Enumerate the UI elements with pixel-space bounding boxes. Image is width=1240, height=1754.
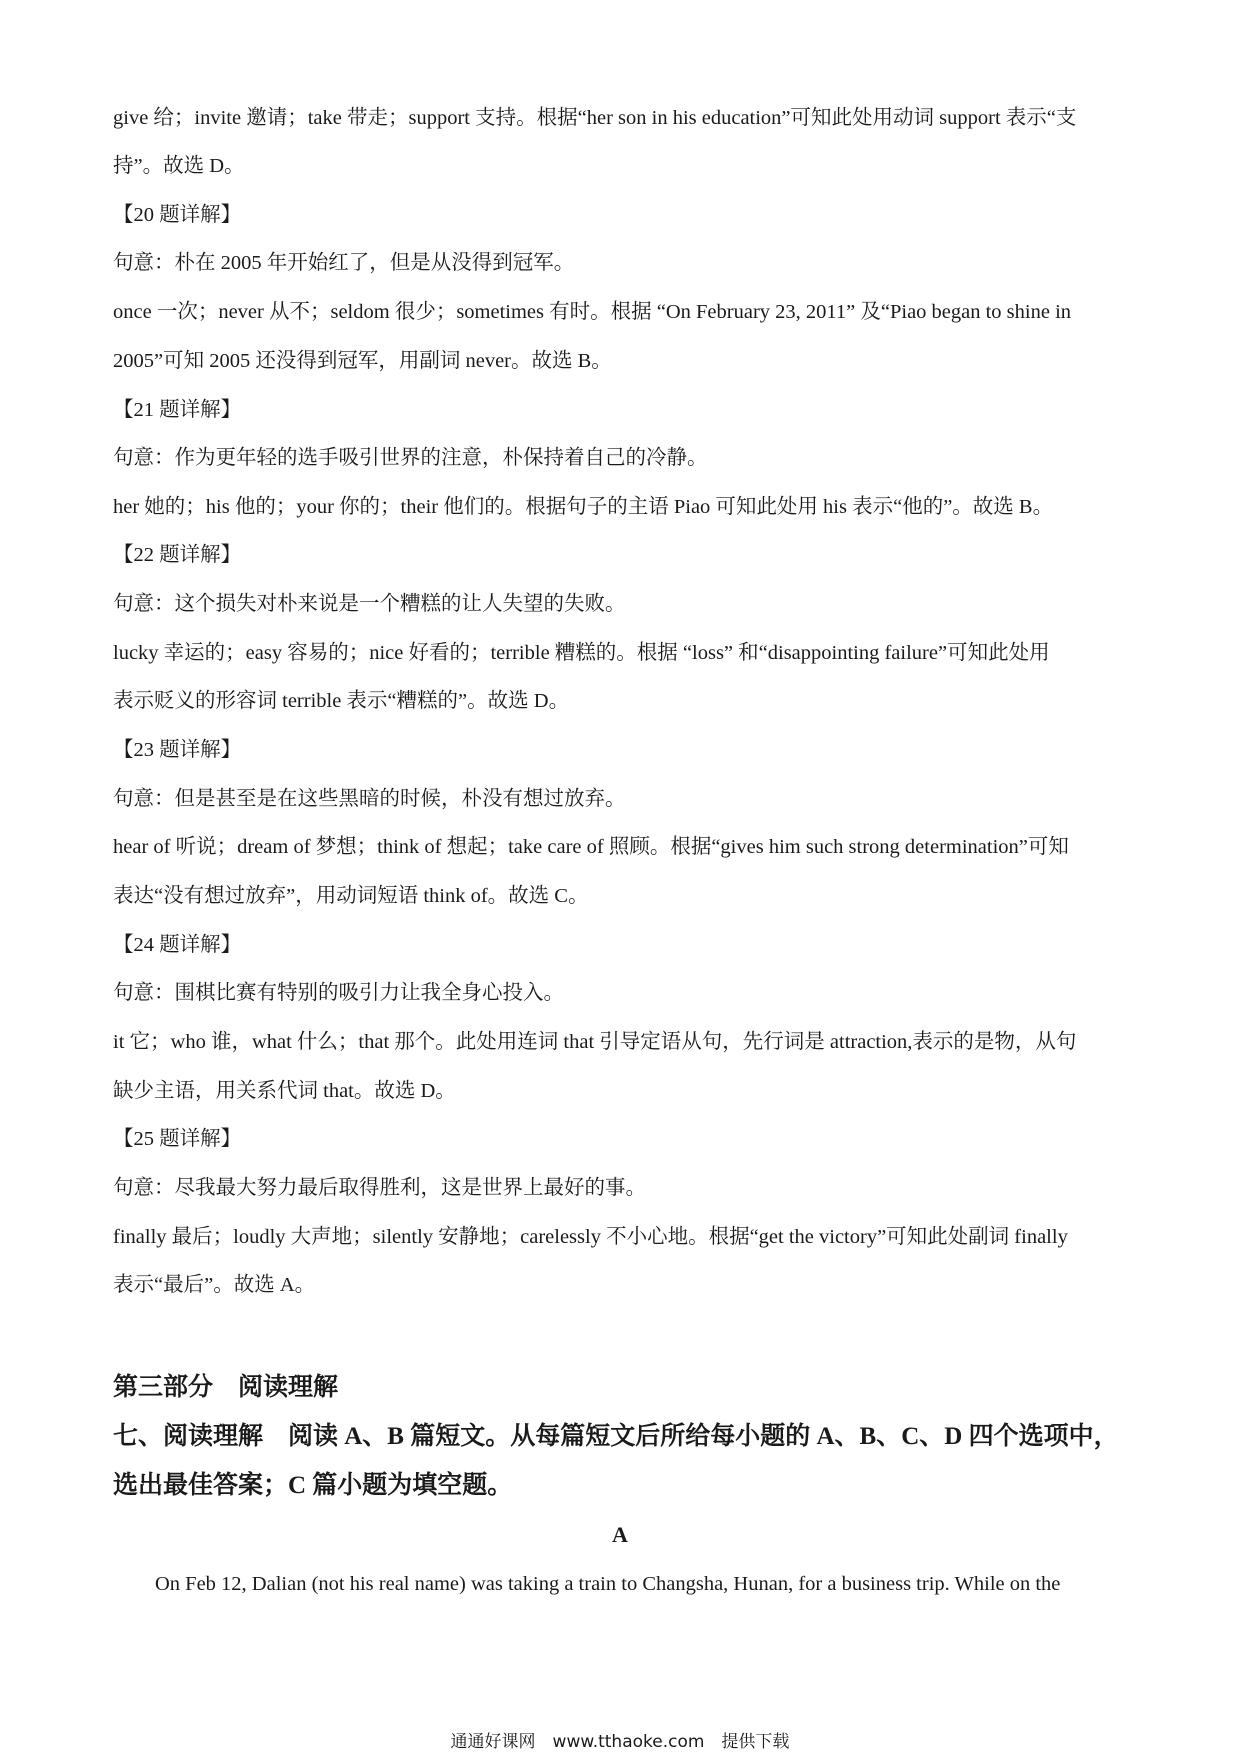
passage-text: On Feb 12, Dalian (not his real name) was taking a train to Changsha, Hunan, for a business trip. While on the	[155, 1573, 1061, 1595]
text-line: lucky 幸运的；easy 容易的；nice 好看的；terrible 糟糕的。根据 “loss” 和“disappointing failure”可知此处用	[113, 642, 1050, 664]
text-line: 表达“没有想过放弃”，用动词短语 think of。故选 C。	[113, 885, 589, 907]
text-line: 表示贬义的形容词 terrible 表示“糟糕的”。故选 D。	[113, 690, 570, 712]
text-line: once 一次；never 从不；seldom 很少；sometimes 有时。根据 “On February 23, 2011” 及“Piao began to shine in	[113, 301, 1072, 323]
task-heading-line: 选出最佳答案；C 篇小题为填空题。	[113, 1472, 513, 1499]
question-heading: 【20 题详解】	[113, 204, 242, 226]
task-heading-line: 七、阅读理解 阅读 A、B 篇短文。从每篇短文后所给每小题的 A、B、C、D 四个选项中，	[113, 1423, 1119, 1450]
text-line: finally 最后；loudly 大声地；silently 安静地；carelessly 不小心地。根据“get the victory”可知此处副词 finally	[113, 1226, 1068, 1248]
text-line: 2005”可知 2005 还没得到冠军，用副词 never。故选 B。	[113, 350, 612, 372]
text-line: 句意：但是甚至是在这些黑暗的时候，朴没有想过放弃。	[113, 788, 626, 810]
text-line: 句意：尽我最大努力最后取得胜利，这是世界上最好的事。	[113, 1177, 646, 1199]
text-line: hear of 听说；dream of 梦想；think of 想起；take care of 照顾。根据“gives him such strong determination”可知	[113, 836, 1069, 858]
text-line: 持”。故选 D。	[113, 155, 245, 177]
text-line: her 她的；his 他的；your 你的；their 他们的。根据句子的主语 Piao 可知此处用 his 表示“他的”。故选 B。	[113, 496, 1054, 518]
question-heading: 【21 题详解】	[113, 399, 242, 421]
passage-title: A	[612, 1522, 628, 1547]
text-line: 句意：这个损失对朴来说是一个糟糕的让人失望的失败。	[113, 593, 626, 615]
text-line: give 给；invite 邀请；take 带走；support 支持。根据“her son in his education”可知此处用动词 support 表示“支	[113, 107, 1077, 129]
footer: 通通好课网 www.tthaoke.com 提供下载	[450, 1732, 790, 1752]
question-heading: 【23 题详解】	[113, 739, 242, 761]
text-line: 句意：朴在 2005 年开始红了，但是从没得到冠军。	[113, 252, 575, 274]
text-line: it 它；who 谁，what 什么；that 那个。此处用连词 that 引导定语从句，先行词是 attraction,表示的是物，从句	[113, 1031, 1077, 1053]
question-heading: 【24 题详解】	[113, 934, 242, 956]
text-line: 句意：围棋比赛有特别的吸引力让我全身心投入。	[113, 982, 564, 1004]
text-line: 缺少主语，用关系代词 that。故选 D。	[113, 1080, 456, 1102]
text-line: 表示“最后”。故选 A。	[113, 1274, 316, 1296]
question-heading: 【22 题详解】	[113, 544, 242, 566]
section-heading: 第三部分 阅读理解	[113, 1374, 339, 1401]
question-heading: 【25 题详解】	[113, 1128, 242, 1150]
text-line: 句意：作为更年轻的选手吸引世界的注意，朴保持着自己的冷静。	[113, 447, 708, 469]
